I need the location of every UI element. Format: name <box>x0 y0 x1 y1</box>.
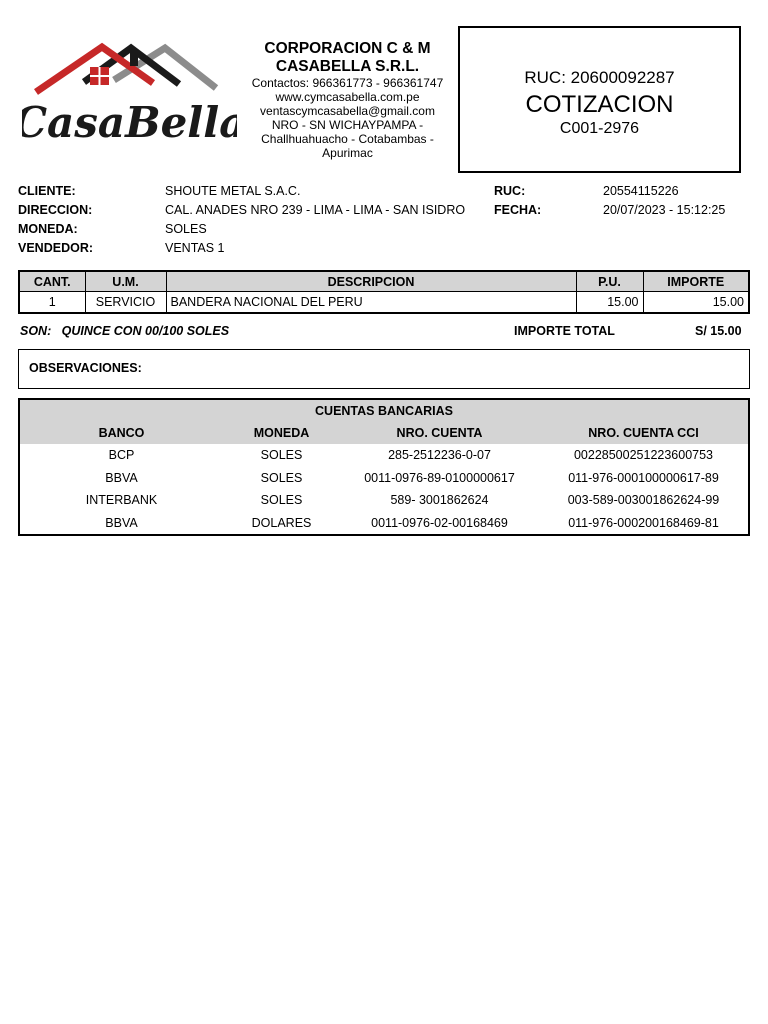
col-descripcion-header: DESCRIPCION <box>166 271 576 292</box>
client-ruc-value: 20554115226 <box>603 184 679 198</box>
bank-account: 0011-0976-02-00168469 <box>371 515 508 530</box>
col-moneda-header: MONEDA <box>253 426 310 440</box>
bank-currency: DOLARES <box>251 515 312 530</box>
bank-name: BBVA <box>105 470 138 485</box>
client-ruc-label: RUC: <box>494 184 526 198</box>
fecha-label: FECHA: <box>494 203 542 217</box>
table-row <box>20 467 748 490</box>
moneda-value: SOLES <box>165 222 207 236</box>
item-importe: 15.00 <box>643 292 749 314</box>
company-address-line2: Challhuahuacho - Cotabambas - <box>261 132 434 146</box>
item-um: SERVICIO <box>85 292 166 314</box>
bank-accounts-title: CUENTAS BANCARIAS <box>315 404 453 418</box>
client-side-values <box>603 182 725 220</box>
item-cant: 1 <box>19 292 85 314</box>
bank-name: BCP <box>108 448 135 463</box>
document-title: COTIZACION <box>525 91 674 118</box>
col-banco-header: BANCO <box>98 426 145 440</box>
cliente-value: SHOUTE METAL S.A.C. <box>165 184 301 198</box>
company-info <box>240 40 455 160</box>
company-email: ventascymcasabella@gmail.com <box>260 104 435 118</box>
items-table <box>18 270 750 314</box>
direccion-value: CAL. ANADES NRO 239 - LIMA - LIMA - SAN ISIDRO <box>165 203 466 217</box>
total-label: IMPORTE TOTAL <box>514 324 615 338</box>
col-cci-header: NRO. CUENTA CCI <box>588 426 699 440</box>
moneda-label: MONEDA: <box>18 222 78 236</box>
amount-in-words: SON: QUINCE CON 00/100 SOLES <box>20 324 230 338</box>
observaciones-label: OBSERVACIONES: <box>29 361 142 375</box>
bank-name: BBVA <box>105 515 138 530</box>
bank-account: 0011-0976-89-0100000617 <box>364 470 515 485</box>
bank-cci: 011-976-000100000617-89 <box>568 470 719 485</box>
house-roof-logo-icon <box>22 40 237 150</box>
col-importe-header: IMPORTE <box>643 271 749 292</box>
direccion-label: DIRECCION: <box>18 203 93 217</box>
document-number: C001-2976 <box>559 120 640 137</box>
client-labels <box>18 182 93 258</box>
client-values <box>165 182 465 258</box>
col-pu-header: P.U. <box>576 271 643 292</box>
item-pu: 15.00 <box>576 292 643 314</box>
company-address-line3: Apurimac <box>322 146 373 160</box>
table-row <box>19 292 749 314</box>
bank-currency: SOLES <box>260 448 303 463</box>
company-address-line1: NRO - SN WICHAYPAMPA - <box>271 118 424 132</box>
cliente-label: CLIENTE: <box>18 184 76 198</box>
vendedor-value: VENTAS 1 <box>165 241 225 255</box>
bank-account: 285-2512236-0-07 <box>388 448 491 463</box>
bank-name: INTERBANK <box>85 493 158 508</box>
bank-currency: SOLES <box>260 470 303 485</box>
bank-currency: SOLES <box>260 493 303 508</box>
bank-cci: 003-589-003001862624-99 <box>567 493 720 508</box>
company-contacts: Contactos: 966361773 - 966361747 <box>251 76 444 90</box>
table-row <box>20 444 748 467</box>
bank-accounts-table <box>18 398 750 536</box>
bank-cci: 00228500251223600753 <box>573 448 714 463</box>
company-logo <box>22 40 237 150</box>
col-cant-header: CANT. <box>19 271 85 292</box>
company-name-line2: CASABELLA S.R.L. <box>275 58 420 75</box>
bank-header-row <box>20 422 748 444</box>
items-header-row <box>19 271 749 292</box>
bank-account: 589- 3001862624 <box>390 493 489 508</box>
table-row <box>20 512 748 535</box>
observaciones-box <box>18 349 750 389</box>
col-um-header: U.M. <box>85 271 166 292</box>
vendedor-label: VENDEDOR: <box>18 241 94 255</box>
col-cuenta-header: NRO. CUENTA <box>396 426 483 440</box>
fecha-value: 20/07/2023 - 15:12:25 <box>603 203 726 217</box>
table-row <box>20 489 748 512</box>
issuer-ruc: RUC: 20600092287 <box>524 68 675 87</box>
client-side-labels <box>494 182 541 220</box>
total-value: S/ 15.00 <box>695 324 742 338</box>
item-descripcion: BANDERA NACIONAL DEL PERU <box>166 292 576 314</box>
document-id-box <box>458 26 741 173</box>
bank-cci: 011-976-000200168469-81 <box>568 515 719 530</box>
logo-wordmark: CasaBella <box>22 98 237 147</box>
company-name-line1: CORPORACION C & M <box>264 40 431 57</box>
company-website: www.cymcasabella.com.pe <box>275 90 420 104</box>
